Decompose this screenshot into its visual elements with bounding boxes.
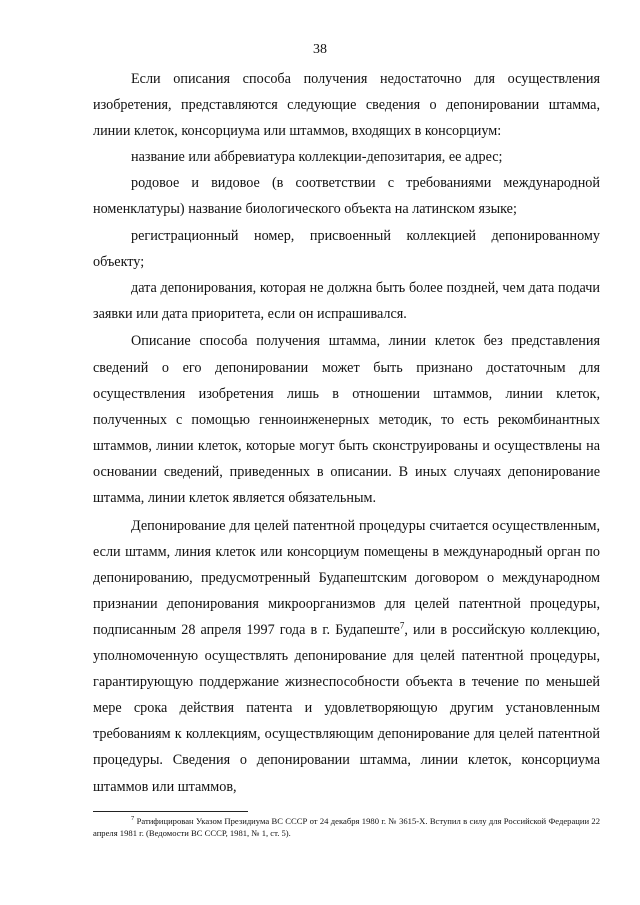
deposit-text-part1: Депонирование для целей патентной процедуры считается осуществленным, если штамм, линия клеток или консорциум помещены в международный орган по депонированию, предусмотренный Будапештским договором о международном признании депонирования микроорганизмов для целей патентной процедуры, подписанным 28 апреля 1997 года в г. Будапеште — [93, 517, 600, 638]
body-text — [93, 66, 600, 800]
paragraph-latin-name: родовое и видовое (в соответствии с требованиями международной номенклатуры) название биологического объекта на латинском языке; — [93, 175, 600, 218]
footnote-marker: 7 — [131, 815, 135, 823]
footnote — [93, 816, 600, 839]
paragraph-deposit-date: дата депонирования, которая не должна быть более поздней, чем дата подачи заявки или дата приоритета, если он испрашивался. — [93, 279, 600, 322]
paragraph-registration-number: регистрационный номер, присвоенный коллекцией депонированному объекту; — [93, 227, 600, 270]
footnote-separator — [93, 811, 248, 812]
paragraph-deposit-conditions: Если описания способа получения недостаточно для осуществления изобретения, представляются следующие сведения о депонировании штамма, линии клеток, консорциума или штаммов, входящих в консорциум: — [93, 71, 600, 140]
page-number: 38 — [313, 42, 327, 57]
paragraph-sufficiency: Описание способа получения штамма, линии клеток без представления сведений о его депонировании может быть признано достаточным для осуществления изобретения лишь в отношении штаммов, линии клеток, полученных с помощью генноинженерных методик, то есть рекомбинантных штаммов, линии клеток, которые могут быть сконструированы и осуществлены на основании сведений, приведенных в описании. В иных случаях депонирование штамма, линии клеток является обязательным. — [93, 333, 600, 506]
footnote-text: Ратифицирован Указом Президиума ВС СССР от 24 декабря 1980 г. № 3615-Х. Вступил в силу для Российской Федерации 22 апреля 1981 г. (Ведомости ВС СССР, 1981, № 1, ст. 5). — [93, 816, 600, 838]
footnote-reference: 7 — [399, 620, 405, 631]
paragraph-collection-name: название или аббревиатура коллекции-депозитария, ее адрес; — [131, 149, 503, 166]
deposit-text-part2: , или в российскую коллекцию, уполномоченную осуществлять депонирование для целей патентной процедуры, гарантирующую поддержание жизнеспособности объекта в течение по меньшей мере срока действия патента и удовлетворяющую другим установленным требованиям к коллекциям, осуществляющим депонирование для целей патентной процедуры. Сведения о депонировании штамма, линии клеток, консорциума штаммов или штаммов, — [93, 621, 600, 795]
paragraph-deposit-procedure — [93, 513, 600, 800]
